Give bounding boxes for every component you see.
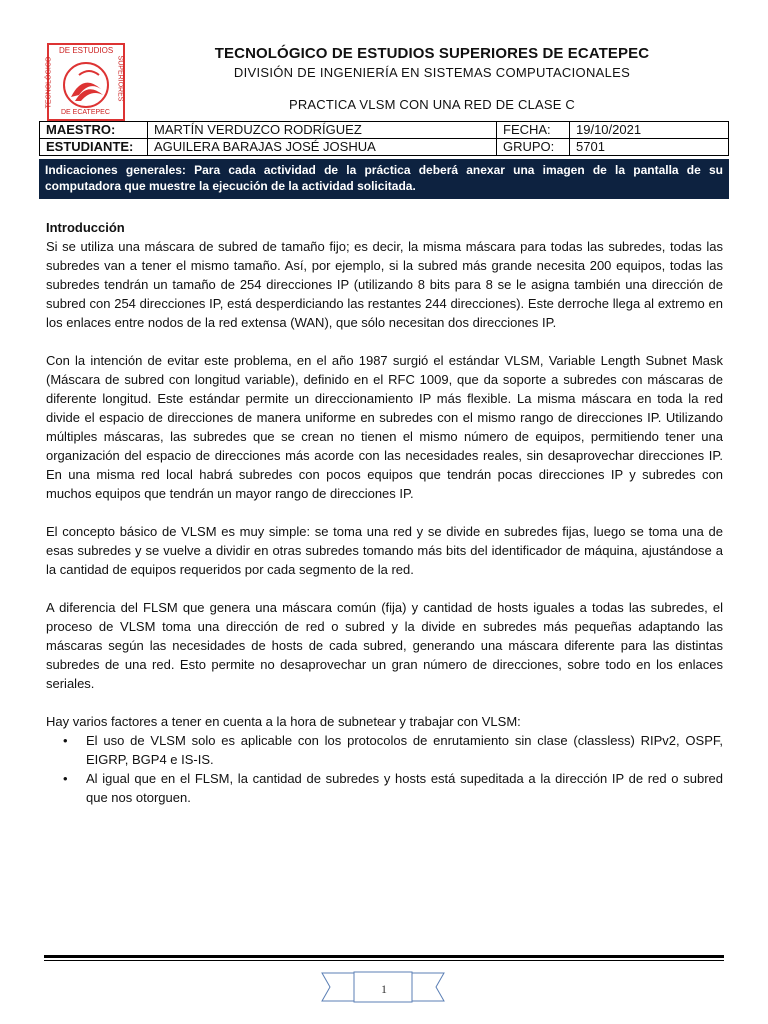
practice-title: PRACTICA VLSM CON UNA RED DE CLASE C (288, 97, 576, 112)
maestro-value: MARTÍN VERDUZCO RODRÍGUEZ (148, 122, 497, 139)
grupo-label: GRUPO: (497, 139, 570, 156)
logo-text-bottom: DE ECATEPEC (61, 109, 110, 116)
footer-rule-thin (44, 960, 724, 961)
list-item-text: El uso de VLSM solo es aplicable con los protocolos de enrutamiento sin clase (classless) RIPv2, OSPF, EIGRP, BGP4 e IS-IS. (86, 733, 723, 767)
info-row-estudiante (40, 139, 729, 156)
list-item-text: Al igual que en el FLSM, la cantidad de subredes y hosts está supeditada a la dirección IP de red o subred que nos otorguen. (86, 771, 723, 805)
bullet-icon: • (63, 733, 68, 748)
institution-title: TECNOLÓGICO DE ESTUDIOS SUPERIORES DE ECATEPEC (214, 45, 650, 62)
paragraph-1: Si se utiliza una máscara de subred de tamaño fijo; es decir, la misma máscara para todas las subredes, todas las subredes van a tener el mismo tamaño. Así, por ejemplo, si la subred más grande necesita 200 equipos, todas las subredes tendrán un tamaño de 254 direcciones IP (utilizando 8 bits para 8 se le asigna también una dirección de subred con 254 direcciones IP, está desperdiciando las restantes 244 direcciones). Este derroche llega al extremo en los enlaces entre nodos de la red extensa (WAN), que sólo necesitan dos direcciones IP. (46, 239, 723, 330)
paragraph-3: El concepto básico de VLSM es muy simple: se toma una red y se divide en subredes fijas, luego se toma una de esas subredes y se vuelve a dividir en otras subredes tomando más bits del identificador de máquina, ajustándose a la cantidad de equipos requeridos por cada segmento de la red. (46, 524, 723, 577)
maestro-label: MAESTRO: (40, 122, 148, 139)
list-item (63, 731, 723, 769)
institution-logo (47, 43, 125, 121)
info-table (39, 121, 729, 156)
logo-text-left: TECNOLÓGICO (45, 56, 53, 109)
division-title: DIVISIÓN DE INGENIERÍA EN SISTEMAS COMPUTACIONALES (233, 65, 631, 80)
fecha-label: FECHA: (497, 122, 570, 139)
estudiante-value: AGUILERA BARAJAS JOSÉ JOSHUA (148, 139, 497, 156)
logo-emblem-icon (49, 45, 123, 119)
list-item (63, 769, 723, 807)
paragraph-5: Hay varios factores a tener en cuenta a la hora de subnetear y trabajar con VLSM: (46, 714, 521, 729)
document-body (46, 218, 723, 807)
logo-text-top: DE ESTUDIOS (59, 46, 114, 55)
info-row-maestro (40, 122, 729, 139)
paragraph-2: Con la intención de evitar este problema, en el año 1987 surgió el estándar VLSM, Variable Length Subnet Mask (Máscara de subred con longitud variable), definido en el RFC 1009, que da soporte a subredes con máscaras de diferente longitud. Este estándar permite un direccionamiento IP más flexible. La misma máscara en toda la red divide el espacio de direcciones de manera uniforme en subredes con el mismo rango de direcciones IP. Utilizando múltiples máscaras, las subredes que se crean no tienen el mismo número de equipos, permitiendo tener una organización del espacio de direcciones más acorde con las necesidades reales, sin desaprovechar direcciones IP. En una misma red local habrá subredes con pocos equipos que tendrán pocas direcciones IP y subredes con muchos equipos que tendrán un mayor rango de direcciones IP. (46, 353, 723, 501)
grupo-value: 5701 (570, 139, 729, 156)
footer-rule-thick (44, 955, 724, 958)
estudiante-label: ESTUDIANTE: (40, 139, 148, 156)
intro-heading: Introducción (46, 220, 125, 235)
page-number: 1 (381, 982, 387, 996)
factors-list (46, 731, 723, 807)
fecha-value: 19/10/2021 (570, 122, 729, 139)
bullet-icon: • (63, 771, 68, 786)
logo-text-right: SUPERIORES (116, 55, 124, 102)
paragraph-4: A diferencia del FLSM que genera una máscara común (fija) y cantidad de hosts iguales a todas las subredes, el proceso de VLSM toma una dirección de red o subred y la divide en subredes más pequeñas adaptando las máscaras según las necesidades de hosts de cada subred, generando una máscara diferente para las distintas subredes de una red. Esto permite no desaprovechar un gran número de direcciones, sobre todo en los enlaces seriales. (46, 600, 723, 691)
general-instructions-banner: Indicaciones generales: Para cada actividad de la práctica deberá anexar una imagen de la pantalla de su computadora que muestre la ejecución de la actividad solicitada. (39, 159, 729, 199)
